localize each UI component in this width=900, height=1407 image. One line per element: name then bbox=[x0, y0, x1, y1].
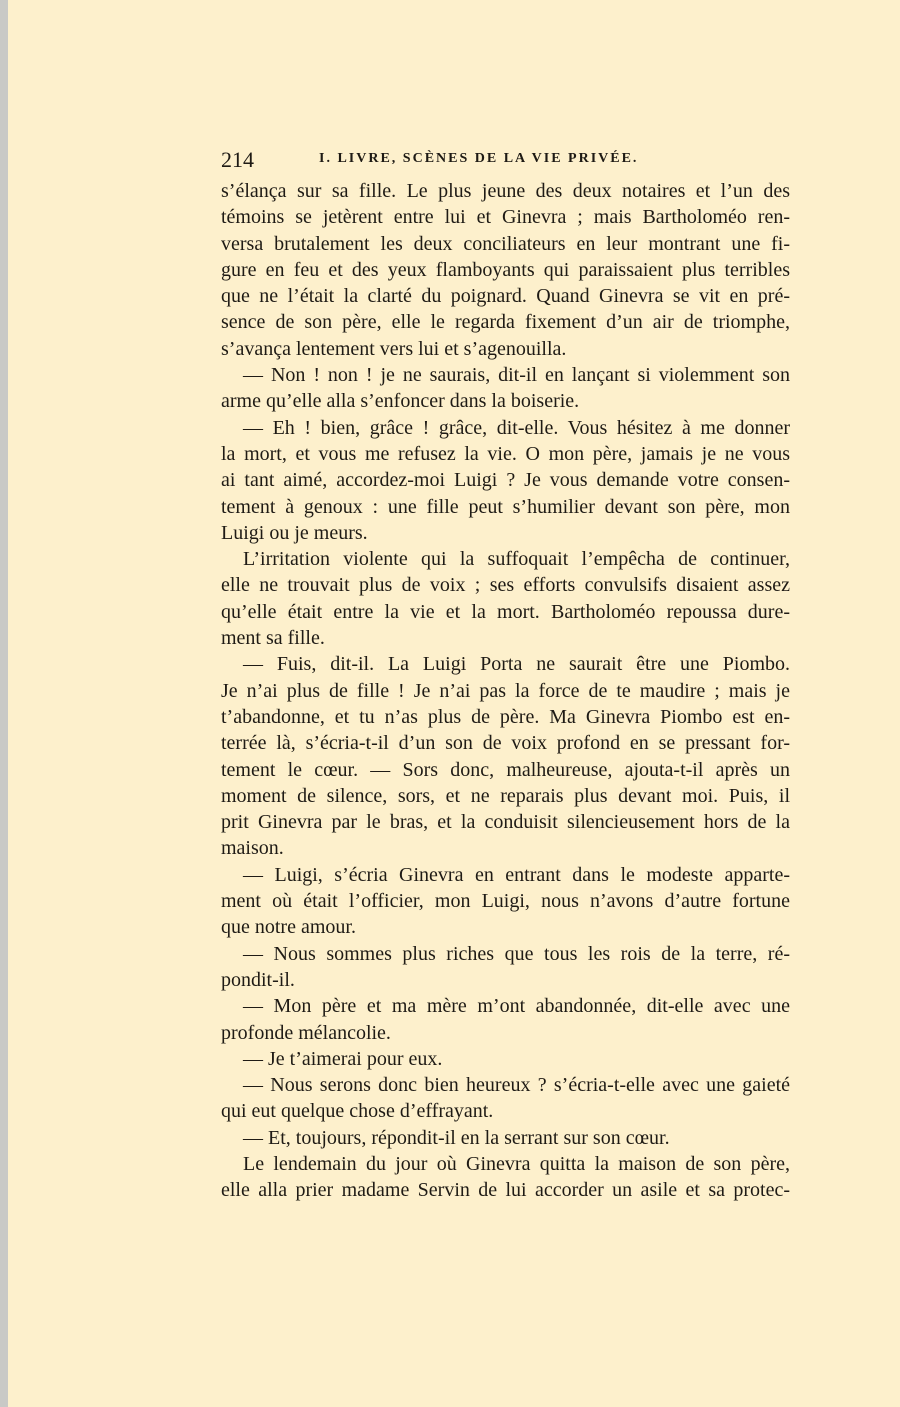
text-line: L’irritation violente qui la suffoquait l’empêcha de continuer, bbox=[243, 548, 790, 571]
text-line: ment sa fille. bbox=[221, 627, 325, 650]
body-text bbox=[221, 178, 790, 1204]
text-line: arme qu’elle alla s’enfoncer dans la boiserie. bbox=[221, 390, 580, 413]
text-line: — Et, toujours, répondit-il en la serrant sur son cœur. bbox=[243, 1126, 670, 1149]
text-line: Je n’ai plus de fille ! Je n’ai pas la force de te maudire ; mais je bbox=[221, 679, 790, 702]
page-number: 214 bbox=[221, 147, 254, 172]
text-line: qui eut quelque chose d’effrayant. bbox=[221, 1100, 494, 1123]
text-line: sence de son père, elle le regarda fixement d’un air de triomphe, bbox=[221, 311, 790, 334]
text-line: — Fuis, dit-il. La Luigi Porta ne saurait être une Piombo. bbox=[243, 653, 790, 676]
text-line: ai tant aimé, accordez-moi Luigi ? Je vous demande votre consen- bbox=[221, 469, 790, 492]
text-line: elle ne trouvait plus de voix ; ses efforts convulsifs disaient assez bbox=[221, 574, 790, 597]
running-head: I. LIVRE, SCÈNES DE LA VIE PRIVÉE. bbox=[319, 151, 639, 166]
text-line: pondit-il. bbox=[221, 968, 295, 991]
text-line: — Non ! non ! je ne saurais, dit-il en lançant si violemment son bbox=[243, 364, 790, 387]
text-line: Luigi ou je meurs. bbox=[221, 521, 368, 544]
text-line: — Je t’aimerai pour eux. bbox=[243, 1047, 443, 1070]
text-line: la mort, et vous me refusez la vie. O mon père, jamais je ne vous bbox=[221, 442, 790, 465]
text-line: t’abandonne, et tu n’as plus de père. Ma Ginevra Piombo est en- bbox=[221, 705, 790, 728]
text-line: s’élança sur sa fille. Le plus jeune des deux notaires et l’un des bbox=[221, 180, 790, 202]
text-line: — Mon père et ma mère m’ont abandonnée, dit-elle avec une bbox=[243, 995, 790, 1018]
text-line: — Eh ! bien, grâce ! grâce, dit-elle. Vous hésitez à me donner bbox=[243, 416, 790, 439]
text-line: que notre amour. bbox=[221, 916, 356, 939]
text-line: moment de silence, sors, et ne reparais plus devant moi. Puis, il bbox=[221, 784, 790, 807]
text-line: que ne l’était la clarté du poignard. Quand Ginevra se vit en pré- bbox=[221, 285, 790, 308]
text-line: versa brutalement les deux conciliateurs en leur montrant une fi- bbox=[221, 232, 790, 255]
text-line: prit Ginevra par le bras, et la conduisit silencieusement hors de la bbox=[221, 811, 790, 834]
text-line: gure en feu et des yeux flamboyants qui paraissaient plus terribles bbox=[221, 258, 790, 281]
text-line: — Luigi, s’écria Ginevra en entrant dans le modeste apparte- bbox=[243, 863, 790, 886]
text-line: — Nous sommes plus riches que tous les rois de la terre, ré- bbox=[243, 942, 790, 965]
text-line: maison. bbox=[221, 837, 284, 860]
text-line: qu’elle était entre la vie et la mort. Bartholoméo repoussa dure- bbox=[221, 600, 790, 623]
text-line: elle alla prier madame Servin de lui accorder un asile et sa protec- bbox=[221, 1179, 790, 1202]
text-line: Le lendemain du jour où Ginevra quitta la maison de son père, bbox=[243, 1152, 790, 1175]
text-line: terrée là, s’écria-t-il d’un son de voix profond en se pressant for- bbox=[221, 732, 790, 755]
text-line: s’avança lentement vers lui et s’agenouilla. bbox=[221, 337, 567, 360]
text-line: ment où était l’officier, mon Luigi, nous n’avons d’autre fortune bbox=[221, 890, 790, 913]
text-line: témoins se jetèrent entre lui et Ginevra ; mais Bartholoméo ren- bbox=[221, 206, 790, 229]
text-line: tement à genoux : une fille peut s’humilier devant son père, mon bbox=[221, 495, 790, 518]
page-header bbox=[221, 147, 791, 173]
text-line: profonde mélancolie. bbox=[221, 1021, 391, 1044]
text-line: tement le cœur. — Sors donc, malheureuse, ajouta-t-il après un bbox=[221, 758, 790, 781]
text-line: — Nous serons donc bien heureux ? s’écria-t-elle avec une gaieté bbox=[243, 1074, 790, 1097]
book-page bbox=[8, 0, 900, 1407]
